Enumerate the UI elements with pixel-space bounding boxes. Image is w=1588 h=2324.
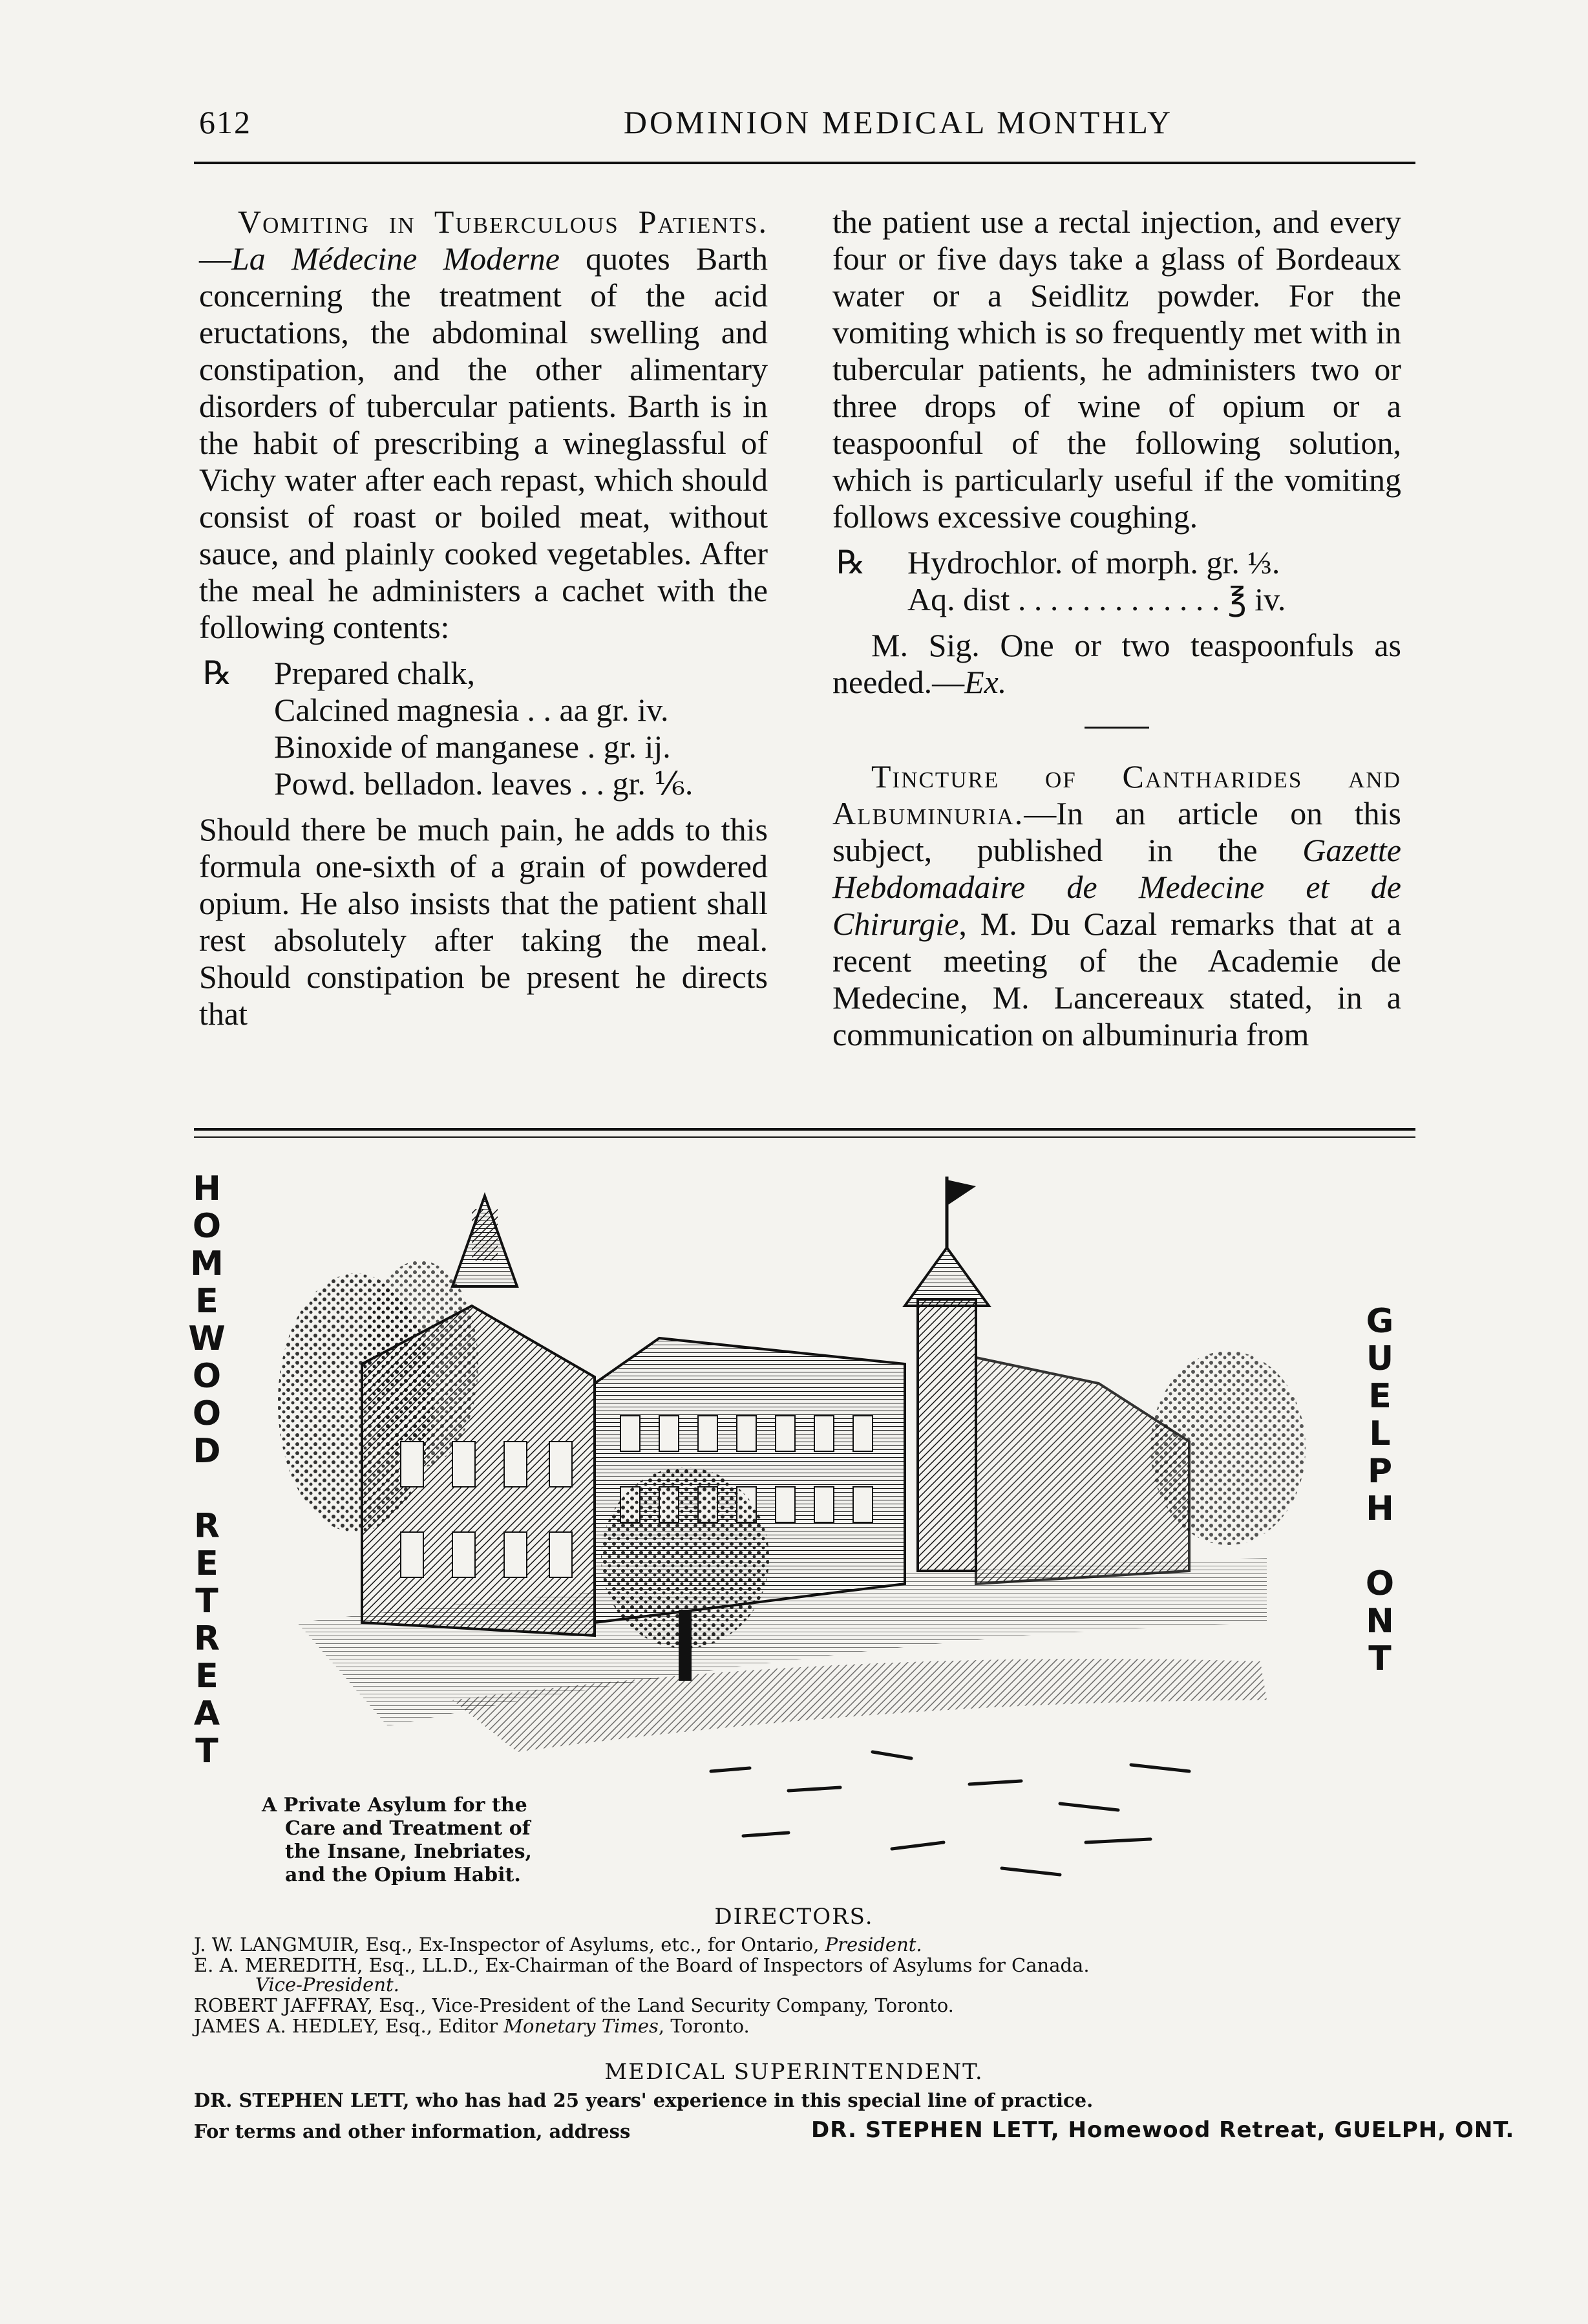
ad-letter: N: [1366, 1602, 1394, 1641]
recipe-symbol: ℞: [836, 544, 865, 581]
ad-letter: [187, 1470, 226, 1508]
contact-address: DR. STEPHEN LETT, Homewood Retreat, GUELPH, ONT.: [811, 2117, 1515, 2143]
ad-letter: G: [1366, 1302, 1394, 1341]
ad-letter: E: [195, 1544, 218, 1583]
director-line: E. A. MEREDITH, Esq., LL.D., Ex-Chairman of the Board of Inspectors of Asylums for Canada.: [194, 1954, 1090, 1976]
article-title-cantharides: Tincture of Cantharides and Albuminuria.: [832, 758, 1401, 831]
ad-letter: P: [1367, 1452, 1393, 1491]
ad-vertical-title-right: [1360, 1303, 1399, 1678]
article-cantharides-paragraph: Tincture of Cantharides and Albuminuria.—In an article on this subject, published in the Gazette Hebdomadaire de Medecine et de Chirurgie, M. Du Cazal remarks that at a recent meeting of the Academie de Medecine, M. Lancereaux stated, in a communication on albuminuria from: [832, 758, 1401, 1052]
ad-letter: H: [1366, 1489, 1394, 1528]
prescription-line: Aq. dist . . . . . . . . . . . . . ℥ iv.: [907, 581, 1286, 617]
ad-vertical-title-left: [187, 1170, 226, 1770]
prescription-signa: M. Sig. One or two teaspoonfuls as needed.—Ex.: [832, 627, 1402, 700]
running-head: DOMINION MEDICAL MONTHLY: [623, 104, 1174, 140]
ad-letter: T: [195, 1732, 218, 1771]
prescription-line: Powd. belladon. leaves . . gr. ⅙.: [274, 765, 693, 802]
ad-letter: R: [193, 1619, 220, 1658]
ad-letter: H: [193, 1169, 221, 1208]
ad-letter: T: [1368, 1639, 1392, 1678]
article-vomiting-paragraph-2: Should there be much pain, he adds to this formula one-sixth of a grain of powdered opium. He also insists that the patient shall rest absolutely after taking the meal. Should constipation be present he directs that: [199, 811, 768, 1032]
director-line: J. W. LANGMUIR, Esq., Ex-Inspector of Asylums, etc., for Ontario, President.: [194, 1934, 922, 1956]
ad-caption: A Private Asylum for the Care and Treatment of the Insane, Inebriates, and the Opium Habit.: [262, 1794, 532, 1886]
ad-letter: R: [193, 1507, 220, 1546]
source-journal: La Médecine Moderne: [231, 240, 560, 277]
ad-letter: E: [195, 1657, 218, 1696]
director-line: JAMES A. HEDLEY, Esq., Editor Monetary Times, Toronto.: [194, 2015, 750, 2037]
ad-letter: D: [193, 1432, 221, 1471]
ad-letter: O: [192, 1394, 222, 1433]
prescription-line: Calcined magnesia . . aa gr. iv.: [274, 692, 669, 728]
prescription-2: [832, 544, 1401, 618]
ad-letter: O: [192, 1357, 222, 1396]
section-divider: [1085, 727, 1149, 729]
superintendent-line: DR. STEPHEN LETT, who has had 25 years' experience in this special line of practice.: [194, 2089, 1094, 2111]
recipe-symbol: ℞: [203, 655, 232, 691]
director-line: Vice-President.: [255, 1974, 399, 1996]
section-rule-thin: [194, 1136, 1415, 1138]
ad-letter: W: [188, 1319, 226, 1358]
ad-letter: E: [1368, 1377, 1392, 1416]
left-column: [199, 204, 768, 1032]
ad-letter: A: [193, 1694, 220, 1733]
ad-letter: M: [190, 1244, 224, 1283]
ad-letter: [1360, 1528, 1399, 1565]
source-abbrev: Ex.: [964, 664, 1007, 700]
page-number: 612: [199, 104, 251, 140]
directors-heading: DIRECTORS.: [714, 1904, 874, 1930]
right-column: [832, 204, 1401, 1053]
ad-letter: E: [195, 1282, 218, 1321]
cited-journal: Gazette Hebdomadaire de Medecine et de Chirurgie: [832, 832, 1401, 942]
prescription-1: [199, 655, 768, 802]
terms-line: For terms and other information, address: [194, 2120, 631, 2142]
ad-letter: O: [1365, 1564, 1395, 1603]
article-text: quotes Barth concerning the treatment of the acid eructations, the abdominal swelling and constipation, and the other alimentary disorders of tubercular patients. Barth is in the habit of prescribing a wineglassful of Vichy water after each repast, which should consist of roast or boiled meat, without sauce, and plainly cooked vegetables. After the meal he administers a cachet with the following contents:: [199, 240, 768, 645]
ad-letter: O: [192, 1207, 222, 1246]
prescription-line: Binoxide of manganese . gr. ij.: [274, 729, 671, 765]
section-rule: [194, 1128, 1415, 1131]
header-rule: [194, 162, 1415, 164]
director-line: ROBERT JAFFRAY, Esq., Vice-President of the Land Security Company, Toronto.: [194, 1994, 954, 2016]
article-vomiting-paragraph-1: Vomiting in Tuberculous Patients.—La Médecine Moderne quotes Barth concerning the treatment of the acid eructations, the abdominal swelling and constipation, and the other alimentary disorders of tubercular patients. Barth is in the habit of prescribing a wineglassful of Vichy water after each repast, which should consist of roast or boiled meat, without sauce, and plainly cooked vegetables. After the meal he administers a cachet with the following contents:: [199, 204, 768, 645]
prescription-line: Prepared chalk,: [274, 655, 475, 691]
article-title-vomiting: Vomiting in Tuberculous Patients.: [238, 204, 768, 240]
ad-letter: T: [195, 1582, 218, 1621]
ad-letter: U: [1366, 1339, 1394, 1378]
superintendent-heading: MEDICAL SUPERINTENDENT.: [604, 2059, 984, 2085]
prescription-line: Hydrochlor. of morph. gr. ⅓.: [907, 544, 1280, 581]
ad-letter: L: [1369, 1414, 1391, 1453]
article-vomiting-continuation: the patient use a rectal injection, and every four or five days take a glass of Bordeaux water or a Seidlitz powder. For the vomiting which is so frequently met with in tubercular patients, he administers two or three drops of wine of opium or a teaspoonful of the following solution, which is particularly useful if the vomiting follows excessive coughing.: [832, 204, 1401, 535]
